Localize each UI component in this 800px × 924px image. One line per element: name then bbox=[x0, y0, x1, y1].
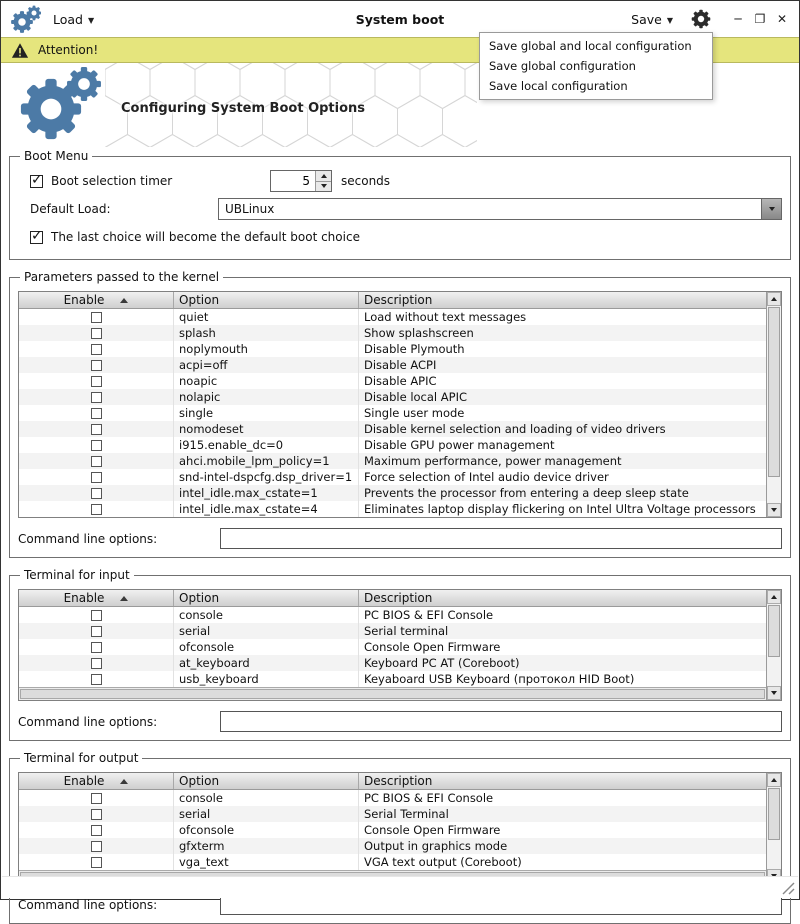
timer-unit-label: seconds bbox=[341, 174, 391, 188]
cmdline-label: Command line options: bbox=[18, 531, 158, 546]
last-choice-checkbox[interactable] bbox=[30, 231, 43, 244]
option-cell: ofconsole bbox=[174, 822, 359, 838]
description-cell: Console Open Firmware bbox=[364, 640, 501, 654]
enable-cell bbox=[19, 838, 174, 854]
kernel-cmdline-input[interactable] bbox=[220, 528, 782, 549]
option-cell: single bbox=[174, 405, 359, 421]
table-row[interactable] bbox=[19, 325, 766, 341]
enable-header-label: Enable bbox=[63, 774, 105, 788]
description-cell: Disable APIC bbox=[364, 374, 437, 388]
scrollbar-thumb[interactable] bbox=[20, 689, 765, 699]
page-title: Configuring System Boot Options bbox=[121, 101, 366, 116]
scroll-up-button[interactable] bbox=[767, 590, 781, 604]
option-cell: quiet bbox=[174, 309, 359, 325]
table-row[interactable] bbox=[19, 357, 766, 373]
option-cell: intel_idle.max_cstate=4 bbox=[174, 501, 359, 517]
description-cell: Disable Plymouth bbox=[364, 342, 465, 356]
description-cell: VGA text output (Coreboot) bbox=[364, 855, 522, 869]
enable-checkbox[interactable] bbox=[91, 312, 102, 323]
minimize-button[interactable]: ─ bbox=[734, 12, 742, 26]
save-menu-button[interactable] bbox=[627, 10, 677, 29]
enable-cell bbox=[19, 485, 174, 501]
settings-gear-icon[interactable] bbox=[691, 9, 711, 29]
table-row[interactable] bbox=[19, 790, 766, 806]
scroll-up-button[interactable] bbox=[767, 292, 781, 306]
triangle-down-icon bbox=[771, 508, 777, 512]
table-row[interactable] bbox=[19, 421, 766, 437]
enable-cell bbox=[19, 607, 174, 623]
horizontal-scrollbar[interactable] bbox=[19, 687, 766, 700]
table-row[interactable] bbox=[19, 671, 766, 687]
enable-cell bbox=[19, 854, 174, 870]
gears-logo bbox=[13, 65, 105, 145]
option-cell: nolapic bbox=[174, 389, 359, 405]
table-header-row bbox=[19, 773, 766, 790]
save-dropdown-menu bbox=[479, 32, 713, 100]
table-row[interactable] bbox=[19, 389, 766, 405]
terminal-output-group bbox=[9, 751, 791, 924]
option-cell: serial bbox=[174, 806, 359, 822]
table-row[interactable] bbox=[19, 405, 766, 421]
spinner-down-button[interactable] bbox=[316, 181, 331, 192]
option-cell: console bbox=[174, 607, 359, 623]
description-cell: Disable kernel selection and loading of video drivers bbox=[364, 422, 666, 436]
enable-checkbox[interactable] bbox=[91, 456, 102, 467]
scroll-down-button[interactable] bbox=[767, 686, 781, 700]
terminal-output-legend: Terminal for output bbox=[24, 751, 139, 765]
table-row[interactable] bbox=[19, 655, 766, 671]
enable-cell bbox=[19, 341, 174, 357]
enable-cell bbox=[19, 309, 174, 325]
terminal-input-group bbox=[9, 568, 791, 741]
enable-checkbox[interactable] bbox=[91, 841, 102, 852]
enable-checkbox[interactable] bbox=[91, 610, 102, 621]
description-cell: Serial terminal bbox=[364, 624, 449, 638]
enable-cell bbox=[19, 655, 174, 671]
enable-cell bbox=[19, 501, 174, 517]
load-menu-button[interactable] bbox=[49, 10, 98, 29]
description-cell: Show splashscreen bbox=[364, 326, 474, 340]
table-row[interactable] bbox=[19, 501, 766, 517]
enable-cell bbox=[19, 790, 174, 806]
enable-checkbox[interactable] bbox=[91, 642, 102, 653]
option-cell: console bbox=[174, 790, 359, 806]
description-cell: Force selection of Intel audio device driver bbox=[364, 470, 609, 484]
description-cell: Disable GPU power management bbox=[364, 438, 555, 452]
default-load-combobox[interactable] bbox=[218, 198, 782, 220]
resize-grip[interactable] bbox=[781, 881, 795, 895]
default-load-value: UBLinux bbox=[225, 202, 275, 216]
enable-cell bbox=[19, 623, 174, 639]
option-cell: at_keyboard bbox=[174, 655, 359, 671]
table-row[interactable] bbox=[19, 309, 766, 325]
save-menu-item[interactable]: Save global and local configuration bbox=[489, 39, 692, 53]
enable-checkbox[interactable] bbox=[91, 793, 102, 804]
terminal-input-table bbox=[18, 589, 782, 701]
enable-checkbox[interactable] bbox=[91, 424, 102, 435]
enable-checkbox[interactable] bbox=[91, 440, 102, 451]
cmdline-label: Command line options: bbox=[18, 897, 158, 912]
enable-cell bbox=[19, 405, 174, 421]
triangle-up-icon bbox=[321, 174, 327, 178]
option-cell: ahci.mobile_lpm_policy=1 bbox=[174, 453, 359, 469]
vertical-scrollbar[interactable] bbox=[766, 773, 781, 883]
enable-cell bbox=[19, 389, 174, 405]
table-row[interactable] bbox=[19, 373, 766, 389]
table-header-row bbox=[19, 292, 766, 309]
option-cell: intel_idle.max_cstate=1 bbox=[174, 485, 359, 501]
chevron-down-icon: ▼ bbox=[88, 15, 95, 25]
option-cell: serial bbox=[174, 623, 359, 639]
column-header-description[interactable]: Description bbox=[364, 293, 433, 307]
vertical-scrollbar[interactable] bbox=[766, 590, 781, 700]
window-controls bbox=[731, 12, 789, 26]
enable-checkbox[interactable] bbox=[91, 344, 102, 355]
save-menu-item[interactable]: Save global configuration bbox=[489, 59, 636, 73]
warning-icon bbox=[11, 42, 29, 59]
triangle-down-icon bbox=[769, 207, 775, 211]
enable-cell bbox=[19, 822, 174, 838]
enable-cell bbox=[19, 357, 174, 373]
scrollbar-thumb[interactable] bbox=[768, 307, 780, 477]
description-cell: Eliminates laptop display flickering on Intel Ultra Voltage processors bbox=[364, 502, 756, 516]
description-cell: Console Open Firmware bbox=[364, 823, 501, 837]
table-row[interactable] bbox=[19, 822, 766, 838]
option-cell: nomodeset bbox=[174, 421, 359, 437]
sort-ascending-icon bbox=[120, 779, 128, 784]
description-cell: Keyboard PC AT (Coreboot) bbox=[364, 656, 520, 670]
enable-cell bbox=[19, 437, 174, 453]
enable-checkbox[interactable] bbox=[91, 376, 102, 387]
description-cell: Serial Terminal bbox=[364, 807, 449, 821]
enable-checkbox[interactable] bbox=[91, 857, 102, 868]
window-title: System boot bbox=[355, 11, 445, 27]
enable-checkbox[interactable] bbox=[91, 328, 102, 339]
enable-checkbox[interactable] bbox=[91, 825, 102, 836]
enable-checkbox[interactable] bbox=[91, 472, 102, 483]
sort-ascending-icon bbox=[120, 298, 128, 303]
enable-cell bbox=[19, 469, 174, 485]
table-row[interactable] bbox=[19, 485, 766, 501]
boot-timer-label: Boot selection timer bbox=[51, 174, 173, 188]
description-cell: Load without text messages bbox=[364, 310, 527, 324]
timer-spinner bbox=[270, 170, 332, 192]
enable-cell bbox=[19, 639, 174, 655]
attention-label: Attention! bbox=[38, 43, 99, 57]
close-button[interactable]: ✕ bbox=[776, 12, 788, 26]
enable-checkbox[interactable] bbox=[91, 674, 102, 685]
enable-checkbox[interactable] bbox=[91, 408, 102, 419]
description-cell: PC BIOS & EFI Console bbox=[364, 791, 494, 805]
save-menu-item[interactable]: Save local configuration bbox=[489, 79, 628, 93]
boot-timer-checkbox[interactable] bbox=[30, 175, 43, 188]
column-header-description[interactable]: Description bbox=[364, 591, 433, 605]
option-cell: usb_keyboard bbox=[174, 671, 359, 687]
combo-dropdown-button[interactable] bbox=[761, 199, 781, 219]
description-cell: Maximum performance, power management bbox=[364, 454, 622, 468]
column-header-enable[interactable] bbox=[19, 590, 174, 606]
default-load-label: Default Load: bbox=[30, 202, 111, 216]
triangle-down-icon bbox=[771, 691, 777, 695]
scroll-down-button[interactable] bbox=[767, 503, 781, 517]
spinner-up-button[interactable] bbox=[316, 171, 331, 181]
boot-menu-group bbox=[9, 149, 791, 260]
timer-input[interactable] bbox=[271, 171, 315, 191]
description-cell: Prevents the processor from entering a deep sleep state bbox=[364, 486, 689, 500]
table-row[interactable] bbox=[19, 341, 766, 357]
column-header-option[interactable]: Option bbox=[174, 590, 359, 606]
column-header-description[interactable]: Description bbox=[364, 774, 433, 788]
table-row[interactable] bbox=[19, 623, 766, 639]
description-cell: Keyaboard USB Keyboard (протокол HID Boot) bbox=[364, 672, 635, 686]
description-cell: Output in graphics mode bbox=[364, 839, 508, 853]
scroll-up-button[interactable] bbox=[767, 773, 781, 787]
column-header-option[interactable]: Option bbox=[174, 292, 359, 308]
description-cell: PC BIOS & EFI Console bbox=[364, 608, 494, 622]
option-cell: vga_text bbox=[174, 854, 359, 870]
last-choice-label: The last choice will become the default boot choice bbox=[51, 230, 360, 244]
status-bar bbox=[2, 876, 798, 898]
terminal-input-legend: Terminal for input bbox=[24, 568, 130, 582]
table-row[interactable] bbox=[19, 469, 766, 485]
enable-checkbox[interactable] bbox=[91, 658, 102, 669]
triangle-up-icon bbox=[771, 297, 777, 301]
option-cell: ofconsole bbox=[174, 639, 359, 655]
enable-checkbox[interactable] bbox=[91, 360, 102, 371]
option-cell: noplymouth bbox=[174, 341, 359, 357]
vertical-scrollbar[interactable] bbox=[766, 292, 781, 517]
table-body bbox=[19, 607, 766, 687]
sort-ascending-icon bbox=[120, 596, 128, 601]
triangle-down-icon bbox=[321, 184, 327, 188]
column-header-option[interactable]: Option bbox=[174, 773, 359, 789]
triangle-up-icon bbox=[771, 778, 777, 782]
table-header-row bbox=[19, 590, 766, 607]
table-body bbox=[19, 790, 766, 870]
option-cell: gfxterm bbox=[174, 838, 359, 854]
load-menu-label: Load bbox=[53, 11, 83, 27]
terminal-input-cmdline-input[interactable] bbox=[220, 711, 782, 732]
table-row[interactable] bbox=[19, 854, 766, 870]
option-cell: i915.enable_dc=0 bbox=[174, 437, 359, 453]
option-cell: acpi=off bbox=[174, 357, 359, 373]
table-row[interactable] bbox=[19, 838, 766, 854]
terminal-output-table bbox=[18, 772, 782, 884]
enable-cell bbox=[19, 671, 174, 687]
enable-cell bbox=[19, 453, 174, 469]
table-row[interactable] bbox=[19, 806, 766, 822]
column-header-enable[interactable] bbox=[19, 773, 174, 789]
maximize-button[interactable]: ❐ bbox=[754, 12, 766, 26]
description-cell: Disable local APIC bbox=[364, 390, 467, 404]
chevron-down-icon: ▼ bbox=[666, 15, 673, 25]
option-cell: snd-intel-dspcfg.dsp_driver=1 bbox=[174, 469, 359, 485]
enable-cell bbox=[19, 421, 174, 437]
triangle-up-icon bbox=[771, 595, 777, 599]
table-row[interactable] bbox=[19, 437, 766, 453]
enable-header-label: Enable bbox=[63, 591, 105, 605]
column-header-enable[interactable] bbox=[19, 292, 174, 308]
enable-checkbox[interactable] bbox=[91, 809, 102, 820]
app-gears-icon bbox=[11, 4, 41, 34]
description-cell: Single user mode bbox=[364, 406, 465, 420]
scrollbar-thumb[interactable] bbox=[768, 788, 780, 840]
option-cell: noapic bbox=[174, 373, 359, 389]
enable-checkbox[interactable] bbox=[91, 392, 102, 403]
option-cell: splash bbox=[174, 325, 359, 341]
table-row[interactable] bbox=[19, 607, 766, 623]
table-body bbox=[19, 309, 766, 517]
enable-checkbox[interactable] bbox=[91, 488, 102, 499]
boot-menu-legend: Boot Menu bbox=[24, 149, 89, 163]
scrollbar-thumb[interactable] bbox=[768, 605, 780, 657]
table-row[interactable] bbox=[19, 453, 766, 469]
save-menu-label: Save bbox=[631, 11, 662, 27]
enable-cell bbox=[19, 806, 174, 822]
enable-checkbox[interactable] bbox=[91, 504, 102, 515]
enable-checkbox[interactable] bbox=[91, 626, 102, 637]
description-cell: Disable ACPI bbox=[364, 358, 437, 372]
table-row[interactable] bbox=[19, 639, 766, 655]
kernel-params-group bbox=[9, 270, 791, 558]
cmdline-label: Command line options: bbox=[18, 714, 158, 729]
kernel-params-legend: Parameters passed to the kernel bbox=[24, 270, 220, 284]
kernel-params-table bbox=[18, 291, 782, 518]
enable-header-label: Enable bbox=[63, 293, 105, 307]
enable-cell bbox=[19, 325, 174, 341]
enable-cell bbox=[19, 373, 174, 389]
